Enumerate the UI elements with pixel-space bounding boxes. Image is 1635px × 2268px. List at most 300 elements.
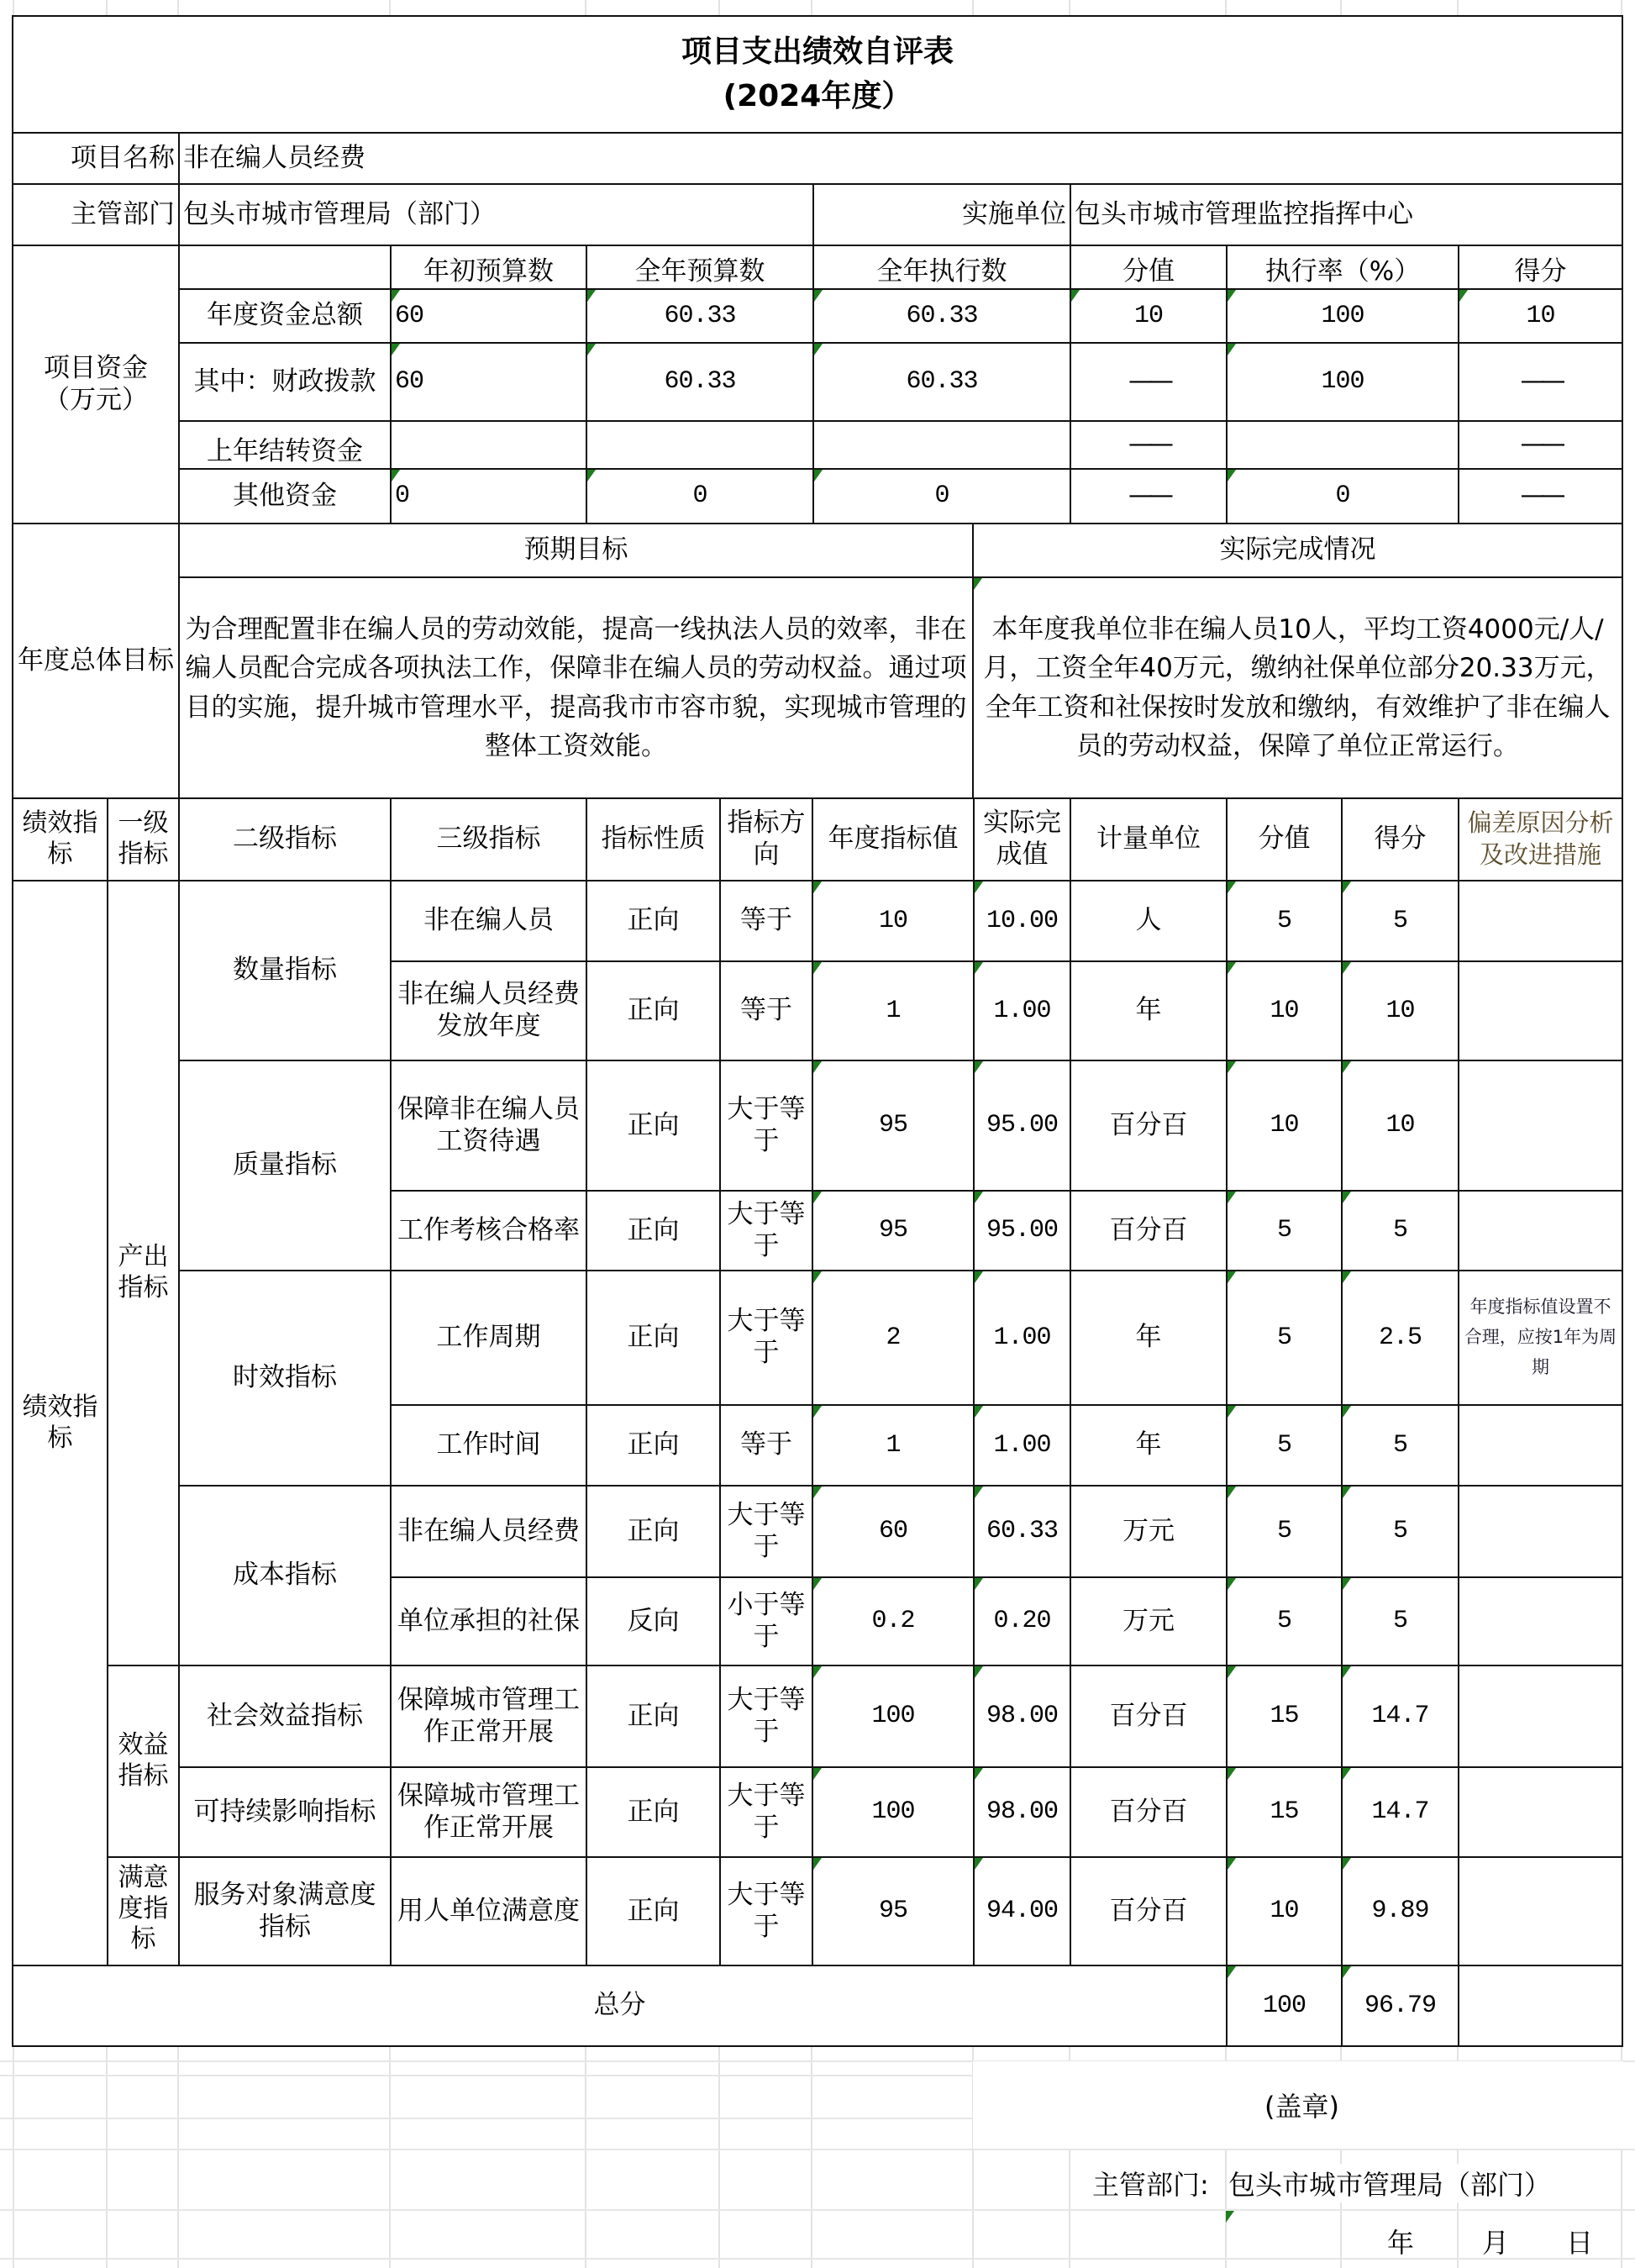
funds-annual-cell[interactable] [586,288,814,344]
indicator-nature-cell[interactable] [586,1060,721,1192]
funds-score-cell-text: —— [1520,429,1561,460]
indicator-score-cell-text: 14.7 [1371,1797,1429,1827]
actual-result-content: 本年度我单位非在编人员10人，平均工资4000元/人/月，工资全年40万元，缴纳社保单位部分20.33万元，全年工资和社保按时发放和缴纳，有效维护了非在编人员的劳动权益，保障了单位正常运行。 [983,613,1612,761]
funds-weight-cell-text: —— [1128,366,1169,397]
total-score-value: 96.79 [1364,1991,1436,2020]
funds-initial-cell[interactable] [390,342,587,422]
indicator-actual-cell[interactable] [973,1190,1071,1271]
funds-executed-cell[interactable] [812,468,1071,524]
indicator-nature-cell-text: 正向 [627,1109,680,1140]
text-marker-icon [813,1768,822,1780]
indicator-weight-cell[interactable] [1226,1404,1343,1487]
indicator-weight-cell[interactable] [1226,880,1343,962]
project-name-label: 项目名称 [12,132,180,185]
indicator-target-cell-text: 0.2 [871,1607,915,1636]
funds-initial-cell[interactable] [390,468,587,524]
indicator-actual-cell[interactable] [973,960,1071,1061]
text-marker-icon [974,578,982,590]
ind-header-nature: 指标性质 [586,797,721,881]
indicator-nature-cell[interactable] [586,960,721,1061]
indicator-score-cell-text: 5 [1392,906,1407,935]
funds-executed-cell[interactable] [812,288,1071,344]
funds-header-annual: 全年预算数 [586,245,814,290]
ind-header-direction: 指标方向 [719,797,813,881]
text-marker-icon [975,881,983,893]
indicator-actual-cell[interactable] [973,1404,1071,1487]
dept-value[interactable]: 包头市城市管理局（部门） [178,183,814,246]
indicator-nature-cell[interactable] [586,1270,721,1406]
funds-rate-cell[interactable] [1226,420,1459,470]
indicator-name-cell[interactable] [390,1856,587,1966]
indicator-direction-cell[interactable] [719,1856,813,1966]
text-marker-icon [975,1192,983,1203]
indicator-weight-cell[interactable] [1226,1485,1343,1578]
ind-header-score: 得分 [1341,797,1459,881]
indicator-score-cell[interactable] [1341,880,1459,962]
indicator-nature-cell[interactable] [586,1485,721,1578]
indicator-nature-cell-text: 正向 [627,1700,680,1731]
indicator-actual-cell-text: 95.00 [986,1216,1058,1245]
indicator-target-cell[interactable] [812,1404,975,1487]
text-marker-icon [814,344,823,355]
indicator-score-cell[interactable] [1341,1766,1459,1858]
funds-initial-cell[interactable] [390,420,587,470]
indicator-score-cell-text: 10 [1385,996,1415,1025]
funds-label-cell [178,420,392,470]
indicator-target-cell[interactable] [812,1485,975,1578]
indicator-direction-cell-text: 大于等于 [727,1780,806,1843]
indicator-name-cell[interactable] [390,1404,587,1487]
indicator-actual-cell-text: 95.00 [986,1111,1058,1140]
indicator-unit-cell-text: 年 [1135,1322,1162,1353]
indicator-name-cell-text: 保障非在编人员工资待遇 [397,1093,580,1156]
indicator-weight-cell[interactable] [1226,1060,1343,1192]
funds-label-cell-text: 其他资金 [233,480,337,511]
gridline [0,2149,1635,2150]
indicator-nature-cell[interactable] [586,1190,721,1271]
gridline [0,2075,973,2076]
indicator-weight-cell[interactable] [1226,1270,1343,1406]
indicator-actual-cell-text: 1.00 [993,1430,1051,1460]
indicator-name-cell[interactable] [390,1576,587,1666]
funds-weight-cell-text: —— [1128,429,1169,460]
funds-annual-cell[interactable] [586,468,814,524]
indicator-weight-cell-text: 5 [1276,1607,1291,1636]
funds-label-cell [178,288,392,344]
indicator-score-cell-text: 14.7 [1371,1702,1429,1731]
text-marker-icon [813,962,822,974]
indicator-score-cell-text: 5 [1392,1517,1407,1546]
indicator-unit-cell[interactable] [1070,1576,1228,1666]
indicator-name-cell[interactable] [390,1665,587,1768]
indicator-name-cell-text: 工作时间 [436,1429,541,1460]
indicator-name-cell-text: 单位承担的社保 [397,1605,580,1636]
funds-rate-cell[interactable] [1226,468,1459,524]
indicator-direction-cell[interactable] [719,1270,813,1406]
text-marker-icon [1343,1061,1351,1073]
expected-goal-text[interactable]: 为合理配置非在编人员的劳动效能，提高一线执法人员的效率，非在编人员配合完成各项执法工作，保障非在编人员的劳动权益。通过项目的实施，提升城市管理水平，提高我市市容市貌，实现城市管理的整体工资效能。 [178,576,974,799]
funds-rate-cell[interactable] [1226,288,1459,344]
funds-header-blank [178,245,392,290]
indicator-unit-cell-text: 百分百 [1109,1109,1188,1140]
text-marker-icon [1343,881,1351,893]
funds-score-cell-text: —— [1520,366,1561,397]
text-marker-icon [1343,962,1351,974]
indicator-nature-cell-text: 正向 [627,995,680,1026]
indicator-actual-cell[interactable] [973,1665,1071,1768]
text-marker-icon [1343,1666,1351,1678]
indicator-weight-cell[interactable] [1226,1576,1343,1666]
funds-weight-cell[interactable] [1070,342,1228,422]
text-marker-icon [1228,1578,1236,1590]
indicator-target-cell-text: 95 [878,1216,907,1245]
funds-score-cell-text: —— [1520,481,1561,511]
indicator-direction-cell[interactable] [719,1060,813,1192]
funds-initial-cell[interactable] [390,288,587,344]
ind-header-target: 年度指标值 [812,797,975,881]
level1-satisfaction: 满意度指标 [107,1856,180,1966]
text-marker-icon [975,1061,983,1073]
ind-header-actual: 实际完成值 [973,797,1071,881]
text-marker-icon [1228,881,1236,893]
text-marker-icon [1228,290,1236,302]
indicator-unit-cell[interactable] [1070,1665,1228,1768]
indicator-target-cell[interactable] [812,1856,975,1966]
indicator-target-cell-text: 60 [878,1517,907,1546]
indicator-name-cell-text: 保障城市管理工作正常开展 [397,1684,580,1747]
funds-header-weight: 分值 [1070,245,1228,290]
indicator-unit-cell-text: 万元 [1122,1515,1175,1546]
funds-annual-cell[interactable] [586,342,814,422]
level2-social-benefit: 社会效益指标 [178,1665,392,1768]
indicator-name-cell-text: 非在编人员 [423,905,554,936]
text-marker-icon [1228,470,1236,481]
funds-score-cell[interactable] [1458,420,1623,470]
indicator-actual-cell-text: 98.00 [986,1797,1058,1827]
indicator-weight-cell-text: 5 [1276,1430,1291,1460]
funds-score-cell[interactable] [1458,288,1623,344]
indicator-weight-cell[interactable] [1226,1766,1343,1858]
indicator-target-cell-text: 2 [886,1323,901,1352]
indicator-note-cell[interactable] [1458,1485,1623,1578]
text-marker-icon [392,290,400,302]
funds-rate-cell-text: 0 [1335,481,1350,511]
level1-output: 产出指标 [107,880,180,1666]
indicator-unit-cell[interactable] [1070,960,1228,1061]
indicator-actual-cell[interactable] [973,880,1071,962]
indicator-unit-cell-text: 万元 [1122,1605,1175,1636]
indicator-direction-cell[interactable] [719,1190,813,1271]
indicator-target-cell-text: 100 [871,1797,915,1827]
indicator-target-cell-text: 1 [886,996,901,1025]
indicator-unit-cell-text: 百分百 [1109,1214,1188,1245]
indicator-name-cell[interactable] [390,1766,587,1858]
indicator-name-cell-text: 用人单位满意度 [397,1895,580,1926]
ind-header-unit: 计量单位 [1070,797,1228,881]
funds-initial-cell-text: 60 [395,301,424,330]
funds-section-label: 项目资金 （万元） [12,245,180,524]
indicator-actual-cell[interactable] [973,1270,1071,1406]
indicator-note-cell[interactable] [1458,1665,1623,1768]
text-marker-icon [1228,1768,1236,1780]
indicator-direction-cell[interactable] [719,1665,813,1768]
footer-dept-label: 主管部门: [1092,2164,1209,2202]
funds-label-cell [178,342,392,422]
funds-executed-cell-text: 0 [934,481,949,511]
indicator-weight-cell-text: 10 [1270,996,1299,1025]
funds-rate-cell-text: 100 [1321,301,1364,330]
footer-year: 年 [1387,2227,1415,2259]
objectives-label: 年度总体目标 [12,523,180,799]
indicator-unit-cell-text: 百分百 [1109,1796,1188,1827]
indicator-unit-cell[interactable] [1070,1270,1228,1406]
funds-score-cell[interactable] [1458,468,1623,524]
text-marker-icon [1343,1768,1351,1780]
indicator-name-cell[interactable] [390,1270,587,1406]
indicator-name-cell-text: 保障城市管理工作正常开展 [397,1780,580,1843]
indicator-direction-cell-text: 大于等于 [727,1198,806,1261]
indicator-weight-cell-text: 5 [1276,1323,1291,1352]
indicator-actual-cell-text: 0.20 [993,1607,1051,1636]
indicator-score-cell[interactable] [1341,1404,1459,1487]
indicator-name-cell[interactable] [390,1060,587,1192]
text-marker-icon [813,881,822,893]
indicator-score-cell[interactable] [1341,1856,1459,1966]
indicator-direction-cell-text: 大于等于 [727,1093,806,1156]
indicator-target-cell-text: 1 [886,1430,901,1460]
indicator-score-cell[interactable] [1341,1576,1459,1666]
funds-score-cell-text: 10 [1526,301,1555,330]
footer-dept-value: 包头市城市管理局（部门） [1228,2164,1551,2202]
text-marker-icon [975,1858,983,1870]
indicator-target-cell[interactable] [812,880,975,962]
gridline [0,2209,1635,2211]
dept-label: 主管部门 [12,183,180,246]
footer-month: 月 [1482,2227,1510,2259]
indicator-note-cell[interactable] [1458,1576,1623,1666]
indicator-direction-cell-text: 大于等于 [727,1879,806,1942]
funds-header-initial: 年初预算数 [390,245,587,290]
funds-executed-cell-text: 60.33 [906,301,978,330]
unit-value[interactable]: 包头市城市管理监控指挥中心 [1070,183,1623,246]
level2-quality: 质量指标 [178,1060,392,1271]
indicator-weight-cell[interactable] [1226,1190,1343,1271]
text-marker-icon [1343,1487,1351,1498]
funds-weight-cell-text: —— [1128,481,1169,511]
indicator-unit-cell[interactable] [1070,1060,1228,1192]
actual-result-text[interactable] [972,576,1623,799]
indicator-nature-cell[interactable] [586,1665,721,1768]
funds-label-cell [178,468,392,524]
indicator-score-cell[interactable] [1341,1270,1459,1406]
indicator-weight-cell[interactable] [1226,1856,1343,1966]
text-marker-icon [392,470,400,481]
funds-score-cell[interactable] [1458,342,1623,422]
indicator-direction-cell-text: 等于 [740,905,792,936]
funds-executed-cell[interactable] [812,342,1071,422]
funds-weight-cell[interactable] [1070,468,1228,524]
gridline [0,2118,973,2119]
total-note[interactable] [1458,1965,1623,2047]
funds-rate-cell-text: 100 [1321,367,1364,397]
text-marker-icon [1228,1192,1236,1203]
indicator-note-cell[interactable] [1458,1404,1623,1487]
total-weight-value: 100 [1262,1991,1306,2020]
level2-service-satisfaction: 服务对象满意度指标 [178,1856,392,1966]
text-marker-icon [975,1487,983,1498]
indicator-actual-cell-text: 1.00 [993,1323,1051,1352]
indicator-direction-cell-text: 小于等于 [727,1589,806,1652]
funds-annual-cell-text: 0 [692,481,707,511]
indicator-note-cell[interactable] [1458,960,1623,1061]
indicator-nature-cell-text: 正向 [627,1515,680,1546]
indicator-score-cell[interactable] [1341,1190,1459,1271]
funds-weight-cell[interactable] [1070,420,1228,470]
text-marker-icon [1343,1578,1351,1590]
indicator-direction-cell[interactable] [719,1404,813,1487]
indicator-unit-cell[interactable] [1070,1485,1228,1578]
indicator-nature-cell[interactable] [586,1404,721,1487]
total-score[interactable] [1341,1965,1459,2047]
funds-header-executed: 全年执行数 [812,245,1071,290]
indicator-nature-cell[interactable] [586,1766,721,1858]
funds-rate-cell[interactable] [1226,342,1459,422]
ind-header-category: 绩效指标 [12,797,108,881]
text-marker-icon [1343,1192,1351,1203]
indicator-weight-cell[interactable] [1226,1665,1343,1768]
indicator-score-cell[interactable] [1341,1060,1459,1192]
indicator-target-cell[interactable] [812,1060,975,1192]
funds-executed-cell[interactable] [812,420,1071,470]
funds-initial-cell-text: 0 [395,481,410,511]
indicator-name-cell[interactable] [390,1190,587,1271]
indicator-direction-cell[interactable] [719,1576,813,1666]
level2-timeliness: 时效指标 [178,1270,392,1487]
indicator-target-cell[interactable] [812,960,975,1061]
indicator-actual-cell[interactable] [973,1485,1071,1578]
indicator-weight-cell[interactable] [1226,960,1343,1061]
indicator-direction-cell[interactable] [719,1766,813,1858]
indicator-unit-cell-text: 百分百 [1109,1895,1188,1926]
indicator-target-cell[interactable] [812,1576,975,1666]
indicator-name-cell-text: 非在编人员经费发放年度 [397,979,580,1041]
indicator-nature-cell-text: 正向 [627,1214,680,1245]
text-marker-icon [975,1578,983,1590]
indicator-target-cell[interactable] [812,1190,975,1271]
text-marker-icon [813,1192,822,1203]
indicator-note-cell[interactable] [1458,1060,1623,1192]
indicator-score-cell-text: 5 [1392,1430,1407,1460]
text-marker-icon [1228,1487,1236,1498]
indicator-actual-cell[interactable] [973,1766,1071,1858]
text-marker-icon [392,344,400,355]
indicator-unit-cell[interactable] [1070,1190,1228,1271]
indicator-direction-cell-text: 大于等于 [727,1306,806,1368]
indicator-actual-cell[interactable] [973,1576,1071,1666]
funds-header-score: 得分 [1458,245,1623,290]
indicator-target-cell-text: 95 [878,1111,907,1140]
indicator-actual-cell[interactable] [973,1060,1071,1192]
indicator-unit-cell-text: 人 [1135,905,1162,936]
total-weight[interactable] [1226,1965,1343,2047]
text-marker-icon [975,1768,983,1780]
footer-day: 日 [1566,2227,1594,2259]
level1-benefit: 效益指标 [107,1665,180,1858]
page-title: 项目支出绩效自评表 [681,34,954,70]
indicator-note-cell[interactable] [1458,1856,1623,1966]
indicator-note-cell[interactable] [1458,880,1623,962]
ind-header-level3: 三级指标 [390,797,587,881]
funds-annual-cell[interactable] [586,420,814,470]
indicator-note-cell[interactable] [1458,1270,1623,1406]
title-cell[interactable] [12,15,1623,134]
funds-label-cell-text: 其中：财政拨款 [193,366,376,397]
indicator-actual-cell-text: 60.33 [986,1517,1058,1546]
text-marker-icon [975,1406,983,1418]
indicator-direction-cell-text: 大于等于 [727,1684,806,1747]
text-marker-icon [1343,1271,1351,1283]
indicator-weight-cell-text: 10 [1270,1111,1299,1140]
indicator-nature-cell[interactable] [586,1576,721,1666]
indicator-unit-cell[interactable] [1070,1404,1228,1487]
indicator-nature-cell[interactable] [586,1856,721,1966]
text-marker-icon [1228,344,1236,355]
indicator-target-cell[interactable] [812,1665,975,1768]
ind-header-weight: 分值 [1226,797,1343,881]
page-subtitle: (2024年度） [723,78,912,113]
indicator-name-cell[interactable] [390,880,587,962]
project-name-value[interactable]: 非在编人员经费 [178,132,1623,185]
text-marker-icon [1459,290,1468,302]
indicator-score-cell-text: 2.5 [1378,1323,1422,1352]
indicator-unit-cell[interactable] [1070,1856,1228,1966]
indicator-target-cell[interactable] [812,1270,975,1406]
funds-header-rate: 执行率（%） [1226,245,1459,290]
indicator-note-cell[interactable] [1458,1190,1623,1271]
indicator-score-cell-text: 10 [1385,1111,1415,1140]
indicator-direction-cell[interactable] [719,960,813,1061]
total-label: 总分 [12,1965,1228,2047]
indicator-direction-cell-text: 等于 [740,1429,792,1460]
indicator-score-cell[interactable] [1341,1665,1459,1768]
text-marker-icon [813,1858,822,1870]
indicator-actual-cell[interactable] [973,1856,1071,1966]
indicator-score-cell[interactable] [1341,960,1459,1061]
indicator-direction-cell-text: 大于等于 [727,1499,806,1562]
indicator-actual-cell-text: 10.00 [986,906,1058,935]
indicator-nature-cell[interactable] [586,880,721,962]
level2-cost: 成本指标 [178,1485,392,1666]
indicator-unit-cell[interactable] [1070,880,1228,962]
performance-indicator-label: 绩效指标 [12,880,108,1966]
funds-label-cell-text: 上年结转资金 [207,436,363,467]
indicator-nature-cell-text: 正向 [627,1895,680,1926]
funds-initial-cell-text: 60 [395,367,424,397]
indicator-note-cell[interactable] [1458,1766,1623,1858]
text-marker-icon [813,1061,822,1073]
indicator-name-cell-text: 工作周期 [436,1322,541,1353]
funds-weight-cell[interactable] [1070,288,1228,344]
indicator-name-cell[interactable] [390,1485,587,1578]
indicator-name-cell[interactable] [390,960,587,1061]
indicator-score-cell[interactable] [1341,1485,1459,1578]
indicator-unit-cell[interactable] [1070,1766,1228,1858]
indicator-target-cell[interactable] [812,1766,975,1858]
indicator-direction-cell[interactable] [719,880,813,962]
text-marker-icon [1228,1666,1236,1678]
indicator-direction-cell[interactable] [719,1485,813,1578]
text-marker-icon [813,1578,822,1590]
